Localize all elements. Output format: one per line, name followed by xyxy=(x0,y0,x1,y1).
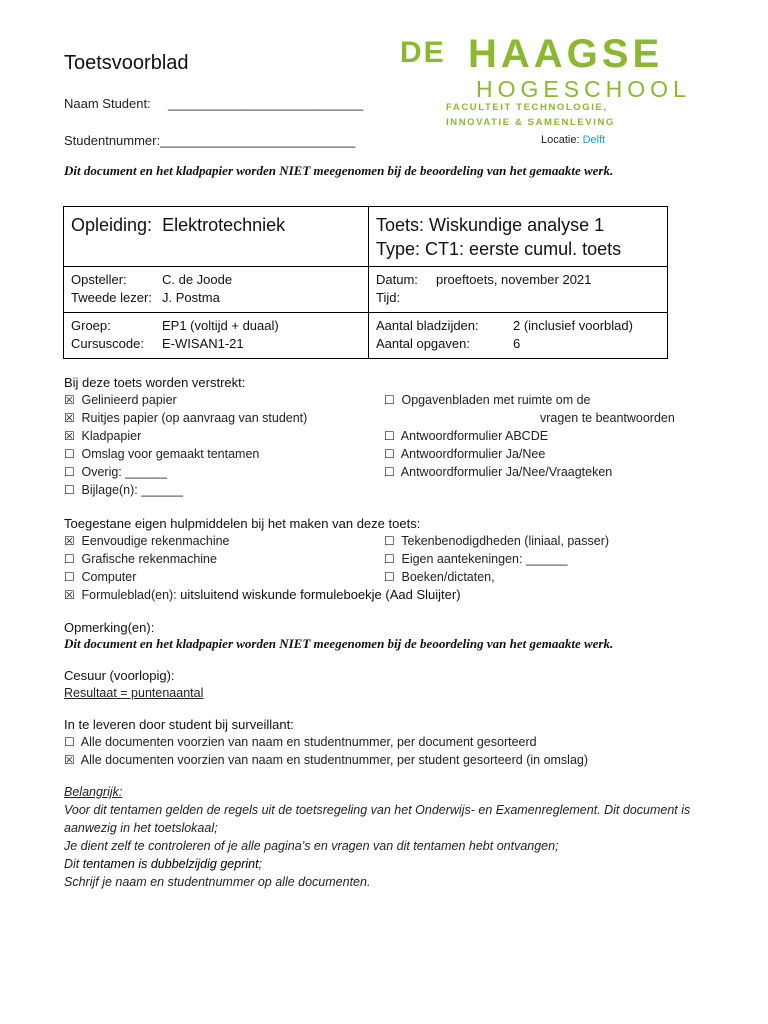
exam-info-table xyxy=(63,206,668,359)
bladzijden-cell xyxy=(369,313,668,359)
checked-box-icon: ☒ xyxy=(64,534,75,548)
datum-cell xyxy=(369,267,668,313)
student-number-row xyxy=(64,133,355,148)
groep-label: Groep: xyxy=(71,318,111,333)
datum-label: Datum: xyxy=(376,272,418,287)
belangrijk-line: Je dient zelf te controleren of je alle pagina’s en vragen van dit tentamen hebt ontvangen; xyxy=(64,839,559,853)
type-value: CT1: eerste cumul. toets xyxy=(425,239,622,259)
list-item[interactable]: ☐ Alle documenten voorzien van naam en studentnummer, per document gesorteerd xyxy=(64,735,537,749)
logo-de: DE xyxy=(400,36,446,69)
page-title: Toetsvoorblad xyxy=(64,52,189,74)
logo-haagse: HAAGSE xyxy=(468,32,664,76)
empty-box-icon: ☐ xyxy=(384,465,395,479)
table-row xyxy=(64,207,668,267)
verstrekt-right-list xyxy=(384,391,675,481)
list-item[interactable]: ☐ Antwoordformulier Ja/Nee/Vraagteken xyxy=(384,465,613,479)
cursuscode-label: Cursuscode: xyxy=(71,336,144,351)
logo-faculty-line1: FACULTEIT TECHNOLOGIE, xyxy=(446,102,608,113)
checked-box-icon: ☒ xyxy=(64,411,75,425)
list-item[interactable]: ☐ Bijlage(n): ______ xyxy=(64,483,183,497)
verstrekt-heading: Bij deze toets worden verstrekt: xyxy=(64,375,246,390)
logo-hogeschool: HOGESCHOOL xyxy=(476,76,691,102)
student-name-label: Naam Student: xyxy=(64,96,151,111)
cursuscode-value: E-WISAN1-21 xyxy=(162,336,244,351)
logo-faculty-line2: INNOVATIE & SAMENLEVING xyxy=(446,117,615,128)
list-item[interactable]: ☐ Antwoordformulier ABCDE xyxy=(384,429,549,443)
list-item[interactable]: ☐ Computer xyxy=(64,570,137,584)
tijd-label: Tijd: xyxy=(376,290,401,305)
list-item[interactable]: ☒ Eenvoudige rekenmachine xyxy=(64,534,230,548)
list-item[interactable]: ☐ Grafische rekenmachine xyxy=(64,552,217,566)
hulpmiddelen-right-list xyxy=(384,532,609,586)
location xyxy=(541,134,605,146)
belangrijk-line: Schrijf je naam en studentnummer op alle documenten. xyxy=(64,875,371,889)
list-item[interactable]: ☒ Formuleblad(en): uitsluitend wiskunde formuleboekje (Aad Sluijter) xyxy=(64,587,461,602)
empty-box-icon: ☐ xyxy=(384,447,395,461)
list-item[interactable]: ☐ Eigen aantekeningen: ______ xyxy=(384,552,568,566)
notice-top: Dit document en het kladpapier worden NIET meegenomen bij de beoordeling van het gemaakte werk. xyxy=(64,163,614,178)
inleveren-heading: In te leveren door student bij surveillant: xyxy=(64,717,294,732)
empty-box-icon: ☐ xyxy=(384,393,395,407)
table-row xyxy=(64,313,668,359)
opleiding-label: Opleiding: xyxy=(71,215,153,235)
hulpmiddelen-heading: Toegestane eigen hulpmiddelen bij het maken van deze toets: xyxy=(64,516,421,531)
empty-box-icon: ☐ xyxy=(384,429,395,443)
list-item[interactable]: ☐ Omslag voor gemaakt tentamen xyxy=(64,447,260,461)
tweede-lezer-value: J. Postma xyxy=(162,290,220,305)
empty-box-icon: ☐ xyxy=(384,552,395,566)
opsteller-label: Opsteller: xyxy=(71,272,127,287)
datum-value: proeftoets, november 2021 xyxy=(436,272,592,287)
checked-box-icon: ☒ xyxy=(64,393,75,407)
list-item[interactable]: ☐ Antwoordformulier Ja/Nee xyxy=(384,447,546,461)
list-item[interactable]: ☐ Overig: ______ xyxy=(64,465,167,479)
formuleblad-detail: uitsluitend wiskunde formuleboekje (Aad Sluijter) xyxy=(180,587,461,602)
empty-box-icon: ☐ xyxy=(384,570,395,584)
type-label: Type: xyxy=(376,239,421,259)
checked-box-icon: ☒ xyxy=(64,429,75,443)
bladzijden-label: Aantal bladzijden: xyxy=(376,318,479,333)
list-item[interactable]: ☐ Opgavenbladen met ruimte om de xyxy=(384,393,591,407)
groep-value: EP1 (voltijd + duaal) xyxy=(162,318,279,333)
belangrijk-heading: Belangrijk: xyxy=(64,785,123,799)
toets-label: Toets: xyxy=(376,215,425,235)
opleiding-cell xyxy=(64,207,369,267)
list-item[interactable]: ☒ Ruitjes papier (op aanvraag van student) xyxy=(64,411,308,425)
school-logo xyxy=(400,32,691,128)
empty-box-icon: ☐ xyxy=(64,552,75,566)
verstrekt-left-list xyxy=(64,391,307,499)
opgaven-label: Aantal opgaven: xyxy=(376,336,470,351)
checked-box-icon: ☒ xyxy=(64,588,75,602)
student-name-row xyxy=(64,96,363,111)
toets-cell xyxy=(369,207,668,267)
opsteller-cell xyxy=(64,267,369,313)
list-item[interactable]: ☒ Kladpapier xyxy=(64,429,142,443)
list-item[interactable]: ☐ Boeken/dictaten, xyxy=(384,570,495,584)
empty-box-icon: ☐ xyxy=(384,534,395,548)
belangrijk-line: aanwezig in het toetslokaal; xyxy=(64,821,218,835)
table-row xyxy=(64,267,668,313)
opgaven-value: 6 xyxy=(513,336,521,351)
dubbelzijdig-emphasis: tentamen is dubbelzijdig geprint xyxy=(82,857,259,871)
location-city: Delft xyxy=(582,134,606,146)
toets-value: Wiskundige analyse 1 xyxy=(429,215,605,235)
student-number-label: Studentnummer: xyxy=(64,133,161,148)
bladzijden-value: 2 (inclusief voorblad) xyxy=(513,318,633,333)
list-item[interactable]: ☒ Alle documenten voorzien van naam en studentnummer, per student gesorteerd (in omslag) xyxy=(64,753,589,767)
empty-box-icon: ☐ xyxy=(64,447,75,461)
empty-box-icon: ☐ xyxy=(64,483,75,497)
cesuur-heading: Cesuur (voorlopig): xyxy=(64,668,175,683)
opmerking-heading: Opmerking(en): xyxy=(64,620,155,635)
checked-box-icon: ☒ xyxy=(64,753,75,767)
empty-box-icon: ☐ xyxy=(64,465,75,479)
belangrijk-line: Voor dit tentamen gelden de regels uit de toetsregeling van het Onderwijs- en Examenreglement. Dit document is xyxy=(64,803,691,817)
location-label: Locatie: xyxy=(541,134,580,146)
inleveren-list xyxy=(64,733,588,769)
empty-box-icon: ☐ xyxy=(64,570,75,584)
student-number-field[interactable]: ___________________________ xyxy=(160,133,356,148)
list-item[interactable]: ☐ Tekenbenodigdheden (liniaal, passer) xyxy=(384,534,610,548)
list-item-continuation: vragen te beantwoorden xyxy=(540,411,675,425)
opsteller-value: C. de Joode xyxy=(162,272,233,287)
opleiding-value: Elektrotechniek xyxy=(162,215,286,235)
groep-cell xyxy=(64,313,369,359)
list-item[interactable]: ☒ Gelinieerd papier xyxy=(64,393,177,407)
cesuur-text: Resultaat = puntenaantal xyxy=(64,686,204,700)
empty-box-icon: ☐ xyxy=(64,735,75,749)
tweede-lezer-label: Tweede lezer: xyxy=(71,290,152,305)
student-name-field[interactable]: ___________________________ xyxy=(167,96,364,111)
belangrijk-section xyxy=(64,783,724,891)
belangrijk-line: Dit tentamen is dubbelzijdig geprint; xyxy=(64,857,263,871)
opmerking-text: Dit document en het kladpapier worden NIET meegenomen bij de beoordeling van het gemaakte werk. xyxy=(64,636,614,651)
